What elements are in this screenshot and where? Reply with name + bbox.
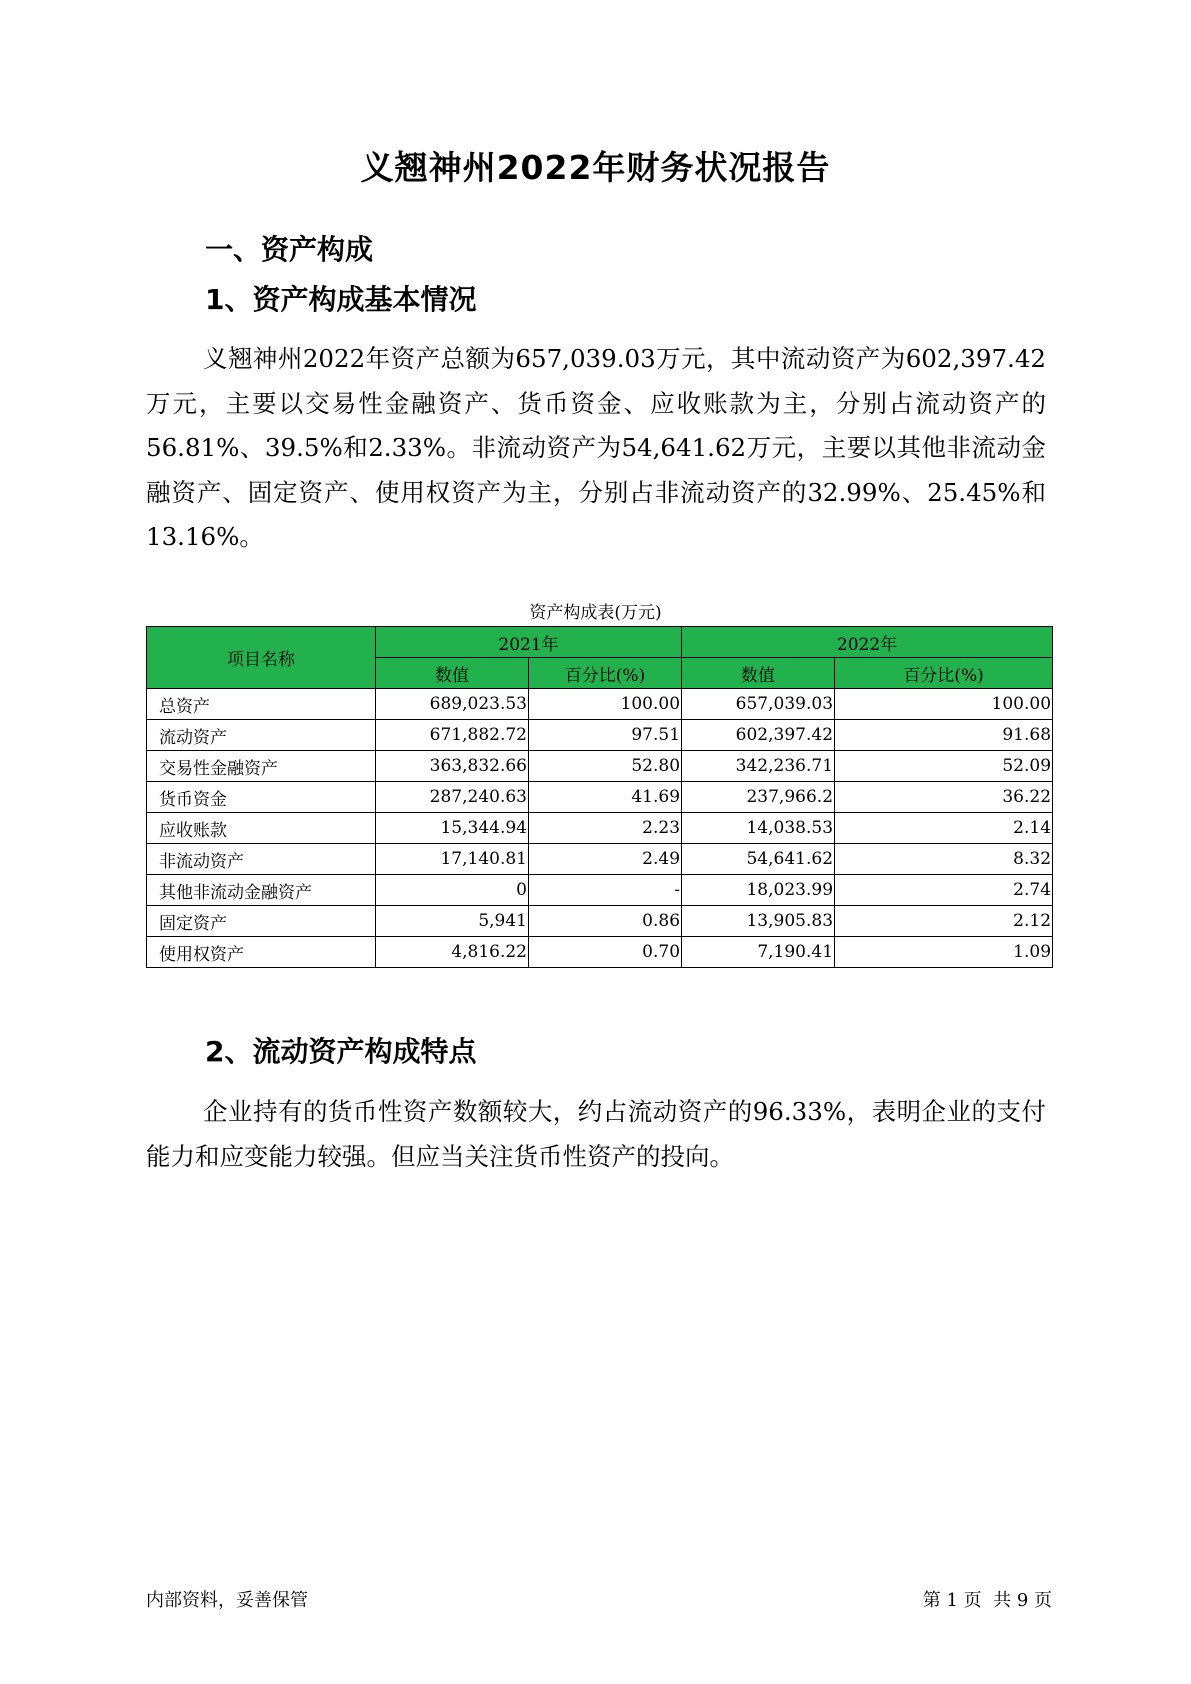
row-pct-2021: 0.70 <box>529 937 682 968</box>
asset-composition-table <box>146 626 1053 968</box>
table-row <box>147 875 1053 906</box>
table-row <box>147 751 1053 782</box>
paragraph-asset-summary: 义翘神州2022年资产总额为657,039.03万元，其中流动资产为602,397.42万元，主要以交易性金融资产、货币资金、应收账款为主，分别占流动资产的56.81%、39.5%和2.33%。非流动资产为54,641.62万元，主要以其他非流动金融资产、固定资产、使用权资产为主，分别占非流动资产的32.99%、25.45%和13.16%。 <box>146 344 1046 551</box>
row-value-2021: 689,023.53 <box>376 689 529 720</box>
subsection-heading-current-assets: 2、流动资产构成特点 <box>205 1035 477 1068</box>
header-value-2022: 数值 <box>682 658 835 689</box>
header-pct-2021: 百分比(%) <box>529 658 682 689</box>
table-row <box>147 720 1053 751</box>
table-header <box>147 627 1053 689</box>
row-value-2021: 671,882.72 <box>376 720 529 751</box>
row-pct-2022: 91.68 <box>835 720 1053 751</box>
paragraph-current-assets: 企业持有的货币性资产数额较大，约占流动资产的96.33%，表明企业的支付能力和应变能力较强。但应当关注货币性资产的投向。 <box>146 1097 1046 1171</box>
table-row <box>147 844 1053 875</box>
table-row <box>147 906 1053 937</box>
row-value-2022: 602,397.42 <box>682 720 835 751</box>
row-value-2022: 14,038.53 <box>682 813 835 844</box>
footer-page-number: 第 1 页 共 9 页 <box>922 1590 1052 1611</box>
row-value-2021: 287,240.63 <box>376 782 529 813</box>
row-value-2021: 15,344.94 <box>376 813 529 844</box>
header-year-2021: 2021年 <box>376 627 682 658</box>
table-body <box>147 689 1053 968</box>
row-value-2021: 5,941 <box>376 906 529 937</box>
row-name: 流动资产 <box>147 720 376 751</box>
row-pct-2022: 100.00 <box>835 689 1053 720</box>
row-name: 非流动资产 <box>147 844 376 875</box>
row-pct-2022: 2.12 <box>835 906 1053 937</box>
row-pct-2021: 41.69 <box>529 782 682 813</box>
header-value-2021: 数值 <box>376 658 529 689</box>
footer-confidential-note: 内部资料，妥善保管 <box>146 1590 308 1611</box>
header-item-name: 项目名称 <box>147 627 376 689</box>
row-name: 应收账款 <box>147 813 376 844</box>
section-heading-asset-composition: 一、资产构成 <box>205 233 374 266</box>
row-name: 货币资金 <box>147 782 376 813</box>
row-pct-2022: 52.09 <box>835 751 1053 782</box>
row-value-2021: 363,832.66 <box>376 751 529 782</box>
row-name: 使用权资产 <box>147 937 376 968</box>
row-name: 交易性金融资产 <box>147 751 376 782</box>
row-value-2022: 18,023.99 <box>682 875 835 906</box>
row-value-2022: 657,039.03 <box>682 689 835 720</box>
row-name: 固定资产 <box>147 906 376 937</box>
row-pct-2022: 1.09 <box>835 937 1053 968</box>
row-pct-2022: 2.14 <box>835 813 1053 844</box>
row-value-2021: 17,140.81 <box>376 844 529 875</box>
row-value-2021: 4,816.22 <box>376 937 529 968</box>
row-pct-2021: 97.51 <box>529 720 682 751</box>
table-caption: 资产构成表(万元) <box>529 603 662 623</box>
row-pct-2021: 100.00 <box>529 689 682 720</box>
table-row <box>147 689 1053 720</box>
row-pct-2021: 52.80 <box>529 751 682 782</box>
row-pct-2021: - <box>529 875 682 906</box>
row-value-2022: 13,905.83 <box>682 906 835 937</box>
row-pct-2021: 2.23 <box>529 813 682 844</box>
row-pct-2022: 2.74 <box>835 875 1053 906</box>
row-name: 总资产 <box>147 689 376 720</box>
table-row <box>147 937 1053 968</box>
row-pct-2021: 0.86 <box>529 906 682 937</box>
header-pct-2022: 百分比(%) <box>835 658 1053 689</box>
row-value-2022: 237,966.2 <box>682 782 835 813</box>
subsection-heading-basic: 1、资产构成基本情况 <box>205 283 477 316</box>
row-pct-2022: 8.32 <box>835 844 1053 875</box>
page-title: 义翘神州2022年财务状况报告 <box>360 148 831 187</box>
row-value-2021: 0 <box>376 875 529 906</box>
table-row <box>147 782 1053 813</box>
row-value-2022: 54,641.62 <box>682 844 835 875</box>
table-row <box>147 813 1053 844</box>
row-pct-2022: 36.22 <box>835 782 1053 813</box>
header-year-2022: 2022年 <box>682 627 1053 658</box>
row-value-2022: 342,236.71 <box>682 751 835 782</box>
row-value-2022: 7,190.41 <box>682 937 835 968</box>
row-pct-2021: 2.49 <box>529 844 682 875</box>
row-name: 其他非流动金融资产 <box>147 875 376 906</box>
